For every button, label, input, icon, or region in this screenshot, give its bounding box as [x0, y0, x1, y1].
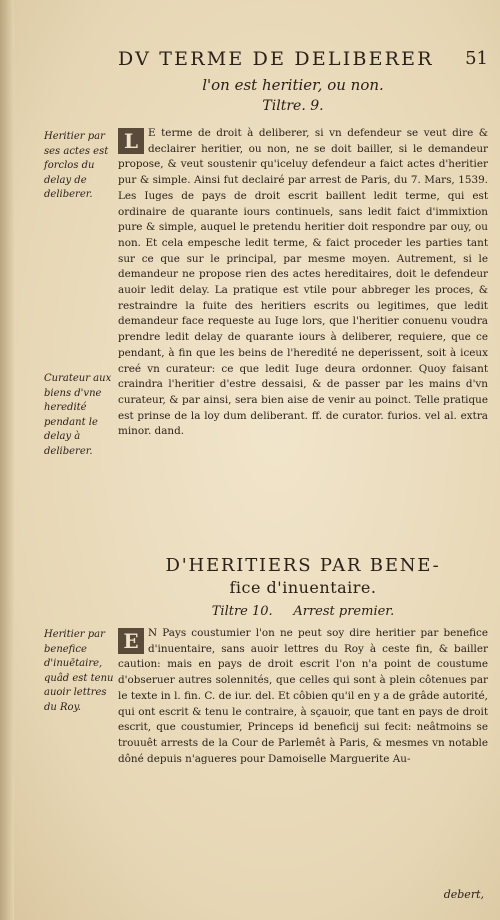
running-title: DV TERME DE DELIBERER [118, 48, 434, 70]
page-number: 51 [465, 48, 488, 69]
header-subtitle: l'on est heritier, ou non. [202, 76, 384, 94]
section-1-body: E terme de droit à deliberer, si vn defendeur se veut dire & declairer heritier, ou non, ne se doit bailler, si le demandeur propose, & veut soustenir qu'iceluy defendeur a faict actes d'heritier pur & simple. Ainsi fut declairé par arrest de Paris, du 7. Mars, 1539. Les Iuges de pays de droit escrit baillent ledit terme, qui est ordinaire de quarante iours continuels, sans ledit faict d'immixtion pure & simple, auquel le pretendu heritier doit respondre par ouy, ou non. Et cela empesche ledit terme, & faict proceder les parties tant sur ce que sur le principal, par mesme moyen. Autrement, si le demandeur ne propose rien des actes hereditaires, doit le defendeur auoir ledit delay. La pratique est vtile pour abbreger les proces, & restraindre la fuite des heritiers escrits ou legitimes, que ledit demandeur face requeste au Iuge lors, que l'heritier conuenu voudra prendre ledit delay de quarante iours à deliberer, requiere, que ce pendant, à fin que les beins de l'heredité ne deperissent, soit à iceux creé vn curateur: ce que ledit Iuge deura ordonner. Quoy faisant craindra l'heritier d'estre dessaisi, & de passer par les mains d'vn curateur, & par ainsi, sera bien aise de venir au poinct. Telle pratique est prinse de la loy dum deliberant. ff. de curator. furios. vel al. extra minor. dand. [118, 127, 488, 438]
dropcap-ornament-2: E [118, 628, 144, 654]
section-2-heading [118, 555, 488, 599]
section-2-text [118, 626, 488, 767]
page-gutter [0, 0, 14, 920]
margin-note-heritier-actes: Heritier par ses actes est forclos du delay de deliberer. [44, 131, 109, 200]
section-1-text [118, 126, 488, 440]
section-2-heading-line1: D'HERITIERS PAR BENE- [165, 555, 441, 576]
dropcap-ornament: L [118, 128, 144, 154]
title-number-10 [118, 604, 488, 619]
titre-10-label: Tiltre 10. [211, 604, 273, 619]
section-2-heading-line2: fice d'inuentaire. [229, 578, 377, 597]
margin-note-benefice-inventaire: Heritier par benefice d'inuētaire, quâd est tenu auoir lettres du Roy. [44, 629, 114, 713]
section-2-body: N Pays coustumier l'on ne peut soy dire heritier par benefice d'inuentaire, sans auoir lettres du Roy à ceste fin, & bailler caution: mais en pays de droit escrit l'on n'a point de coustume d'obseruer autres solennités, que celles qui sont à plein côtenues par le texte in l. fin. C. de iur. del. Et côbien qu'il en y a de grâde autorité, qui ont escrit & tenu le contraire, à sçauoir, que tant en pays de droit escrit, que coustumier, Princeps id beneficij sui fecit: neâtmoins se trouuêt arrests de la Cour de Parlemêt à Paris, & mesmes vn notable dôné depuis n'agueres pour Damoiselle Marguerite Au- [118, 627, 488, 765]
catchword: debert, [443, 888, 484, 901]
title-number-9: Tiltre. 9. [262, 98, 324, 114]
arrest-label: Arrest premier. [293, 604, 395, 619]
margin-note-curateur: Curateur aux biens d'vne heredité pendant le delay à deliberer. [44, 373, 112, 457]
running-header [118, 48, 488, 74]
